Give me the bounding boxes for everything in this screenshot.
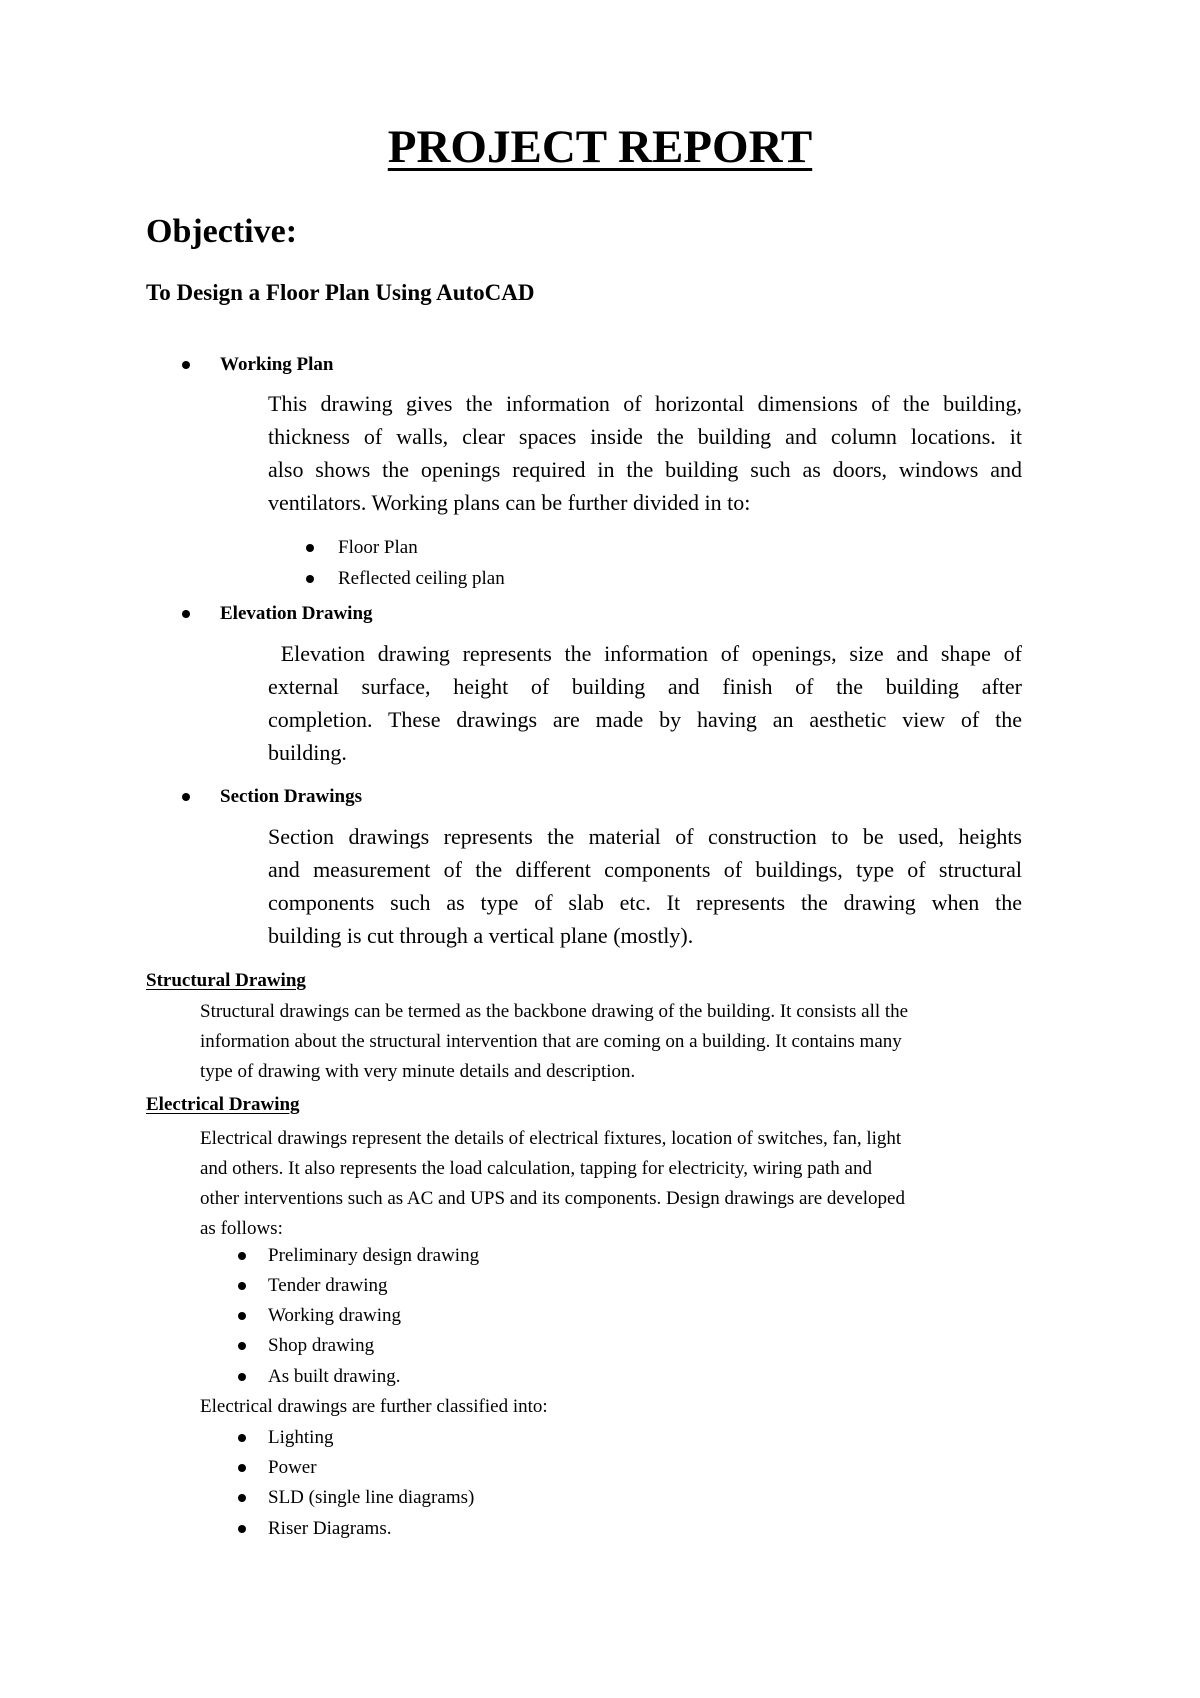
section-paragraph <box>268 820 1022 952</box>
elevation-label: Elevation Drawing <box>220 603 373 624</box>
bullet-icon <box>238 1464 246 1472</box>
electrical-heading: Electrical Drawing <box>146 1094 300 1115</box>
working-plan-label: Working Plan <box>220 354 334 375</box>
paragraph-line: building. <box>268 740 347 765</box>
bullet-icon <box>238 1282 246 1290</box>
paragraph-line: This drawing gives the information of horizontal dimensions of the building, <box>268 391 1022 416</box>
structural-paragraph <box>200 997 1040 1087</box>
section-label: Section Drawings <box>220 786 362 807</box>
paragraph-line: information about the structural intervention that are coming on a building. It contains many <box>200 1031 902 1052</box>
bullet-icon <box>306 575 314 583</box>
classified-intro: Electrical drawings are further classified into: <box>200 1396 548 1417</box>
paragraph-line: components such as type of slab etc. It represents the drawing when the <box>268 890 1022 915</box>
working-plan-paragraph <box>268 387 1022 519</box>
structural-heading: Structural Drawing <box>146 970 306 991</box>
page-title: PROJECT REPORT <box>387 121 813 173</box>
paragraph-line: other interventions such as AC and UPS and its components. Design drawings are developed <box>200 1188 905 1209</box>
electrical-paragraph <box>200 1124 1040 1244</box>
paragraph-line: Elevation drawing represents the information of openings, size and shape of <box>268 641 1022 666</box>
paragraph-line: and others. It also represents the load calculation, tapping for electricity, wiring path and <box>200 1158 872 1179</box>
bullet-icon <box>238 1494 246 1502</box>
paragraph-line: Electrical drawings represent the details of electrical fixtures, location of switches, fan, light <box>200 1128 902 1149</box>
bullet-icon <box>238 1252 246 1260</box>
bullet-icon <box>182 610 190 618</box>
paragraph-line: building is cut through a vertical plane (mostly). <box>268 923 694 948</box>
paragraph-line: ventilators. Working plans can be further divided in to: <box>268 490 751 515</box>
document-page: PROJECT REPORT Objective: To Design a Floor Plan Using AutoCAD Working Plan This drawing gives the information of horizontal dimensions of the building, thickness of walls, clear spaces inside the building and column locations. it also shows the openings required in the building such as doors, windows and ventilators. Working plans can be further divided in to: Floor Plan Reflected ceiling plan Elevation Drawing Elevation drawing represents the information of openings, size and shape of external surface, height of building and finish of the building after completion. These drawings are made by having an aesthetic view of the building. Section Drawings Section drawings represents the material of construction to be used, heights and measurement of the different components of buildings, type of structural components such as type of slab etc. It represents the drawing when the building is cut through a vertical plane (mostly). Structural Drawing Structural drawings can be termed as the backbone drawing of the building. It consists all the information about the structural intervention that are coming on a building. It contains many type of drawing with very minute details and description. Electrical Drawing Electrical drawings represent the details of electrical fixtures, location of switches, fan, light and others. It also represents the load calculation, tapping for electricity, wiring path and other interventions such as AC and UPS and its components. Design drawings are developed as follows: Preliminary design drawing Tender drawing Working drawing Shop drawing As built drawing. Electrical drawings are further classified into: Lighting Power SLD (single line diagrams) Riser Diagrams. <box>0 0 1200 1698</box>
paragraph-line: thickness of walls, clear spaces inside the building and column locations. it <box>268 424 1022 449</box>
paragraph-line: as follows: <box>200 1218 283 1239</box>
bullet-icon <box>182 361 190 369</box>
paragraph-line: Structural drawings can be termed as the backbone drawing of the building. It consists all the <box>200 1001 909 1022</box>
bullet-icon <box>238 1373 246 1381</box>
paragraph-line: external surface, height of building and finish of the building after <box>268 674 1022 699</box>
bullet-icon <box>306 544 314 552</box>
paragraph-line: also shows the openings required in the building such as doors, windows and <box>268 457 1022 482</box>
objective-heading: Objective: <box>146 213 298 250</box>
paragraph-line: Section drawings represents the material of construction to be used, heights <box>268 824 1022 849</box>
bullet-icon <box>238 1434 246 1442</box>
bullet-icon <box>238 1525 246 1533</box>
bullet-icon <box>238 1312 246 1320</box>
objective-subtitle: To Design a Floor Plan Using AutoCAD <box>146 280 535 305</box>
paragraph-line: type of drawing with very minute details and description. <box>200 1061 636 1082</box>
paragraph-line: and measurement of the different components of buildings, type of structural <box>268 857 1022 882</box>
paragraph-line: completion. These drawings are made by having an aesthetic view of the <box>268 707 1022 732</box>
elevation-paragraph <box>268 637 1022 769</box>
bullet-icon <box>182 793 190 801</box>
bullet-icon <box>238 1342 246 1350</box>
